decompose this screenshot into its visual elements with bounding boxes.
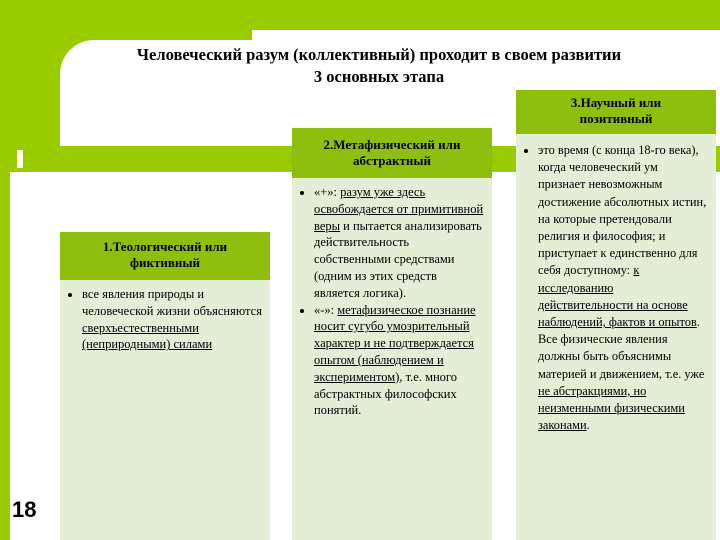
stage-3-heading <box>516 90 716 134</box>
stage-1-bullet-1 <box>82 286 262 353</box>
stage-2-bullet-1 <box>314 184 484 302</box>
stage-3-heading-line-2: позитивный <box>579 111 653 126</box>
slide-title-line-2: 3 основных этапа <box>313 67 445 86</box>
stage-3-bullet-1 <box>538 142 708 434</box>
stage-3-bullet-1-text-3: . <box>586 418 590 433</box>
stage-2-bullet-1-underlined: разум уже здесь освобождается от примитивной веры <box>314 185 484 233</box>
stage-2-bullet-2 <box>314 302 484 420</box>
stage-1-bullet-1-text: все явления природы и человеческой жизни объясняются <box>82 287 262 318</box>
stage-1-body <box>60 280 270 540</box>
stage-3-bullet-1-text-2: . Все физические явления должны быть объяснимы материей и движением, т.е. уже <box>538 315 705 381</box>
stage-2-bullet-2-underlined: метафизическое познание носит сугубо умозрительный характер и не подтверждается опытом (наблюдением и экспериментом) <box>314 302 476 384</box>
page-number: 18 <box>12 497 37 522</box>
stage-3-heading-line-1: 3.Научный или <box>570 95 662 110</box>
green-top-strip <box>252 0 720 30</box>
stage-2-bullet-1-text: и пытается анализировать действительность собственными средствами (одним из этих средств является логика). <box>314 218 482 300</box>
accent-bar-cap <box>20 146 60 172</box>
stage-3-bullet-1-underlined-2: не абстракциями, но неизменными физическими законами <box>538 383 685 433</box>
stage-2-bullet-2-sign: «-»: <box>314 302 338 317</box>
stage-1-heading-line-1: 1.Теологический или <box>102 239 228 254</box>
stage-1-heading-line-2: фиктивный <box>129 255 200 270</box>
stage-1-bullet-1-underlined: сверхъестественными (неприродными) силами <box>82 320 213 352</box>
stage-1-heading <box>60 232 270 280</box>
slide-title <box>64 44 694 88</box>
stage-2-bullet-1-sign: «+»: <box>314 185 341 199</box>
stage-2-heading-line-1: 2.Метафизический или <box>323 137 461 152</box>
side-white-strip <box>10 172 60 540</box>
stage-2-heading-line-2: абстрактный <box>352 153 432 168</box>
accent-bar-gap <box>17 150 23 168</box>
stage-2-body <box>292 178 492 540</box>
stage-3-body <box>516 134 716 540</box>
slide-title-line-1: Человеческий разум (коллективный) проходит в своем развитии <box>136 45 622 64</box>
stage-2-bullet-2-text: , т.е. много абстрактных философских понятий. <box>314 369 458 418</box>
stage-3-bullet-1-text-1: это время (с конца 18-го века), когда человеческий ум признает невозможным достижение абсолютных истин, на которые претендовали религия и философия; и приступает к единственно для себя доступному: <box>538 143 707 278</box>
stage-3-bullet-1-underlined-1: к исследованию действительности на основе наблюдений, фактов и опытов <box>538 263 697 330</box>
stage-2-heading <box>292 128 492 178</box>
